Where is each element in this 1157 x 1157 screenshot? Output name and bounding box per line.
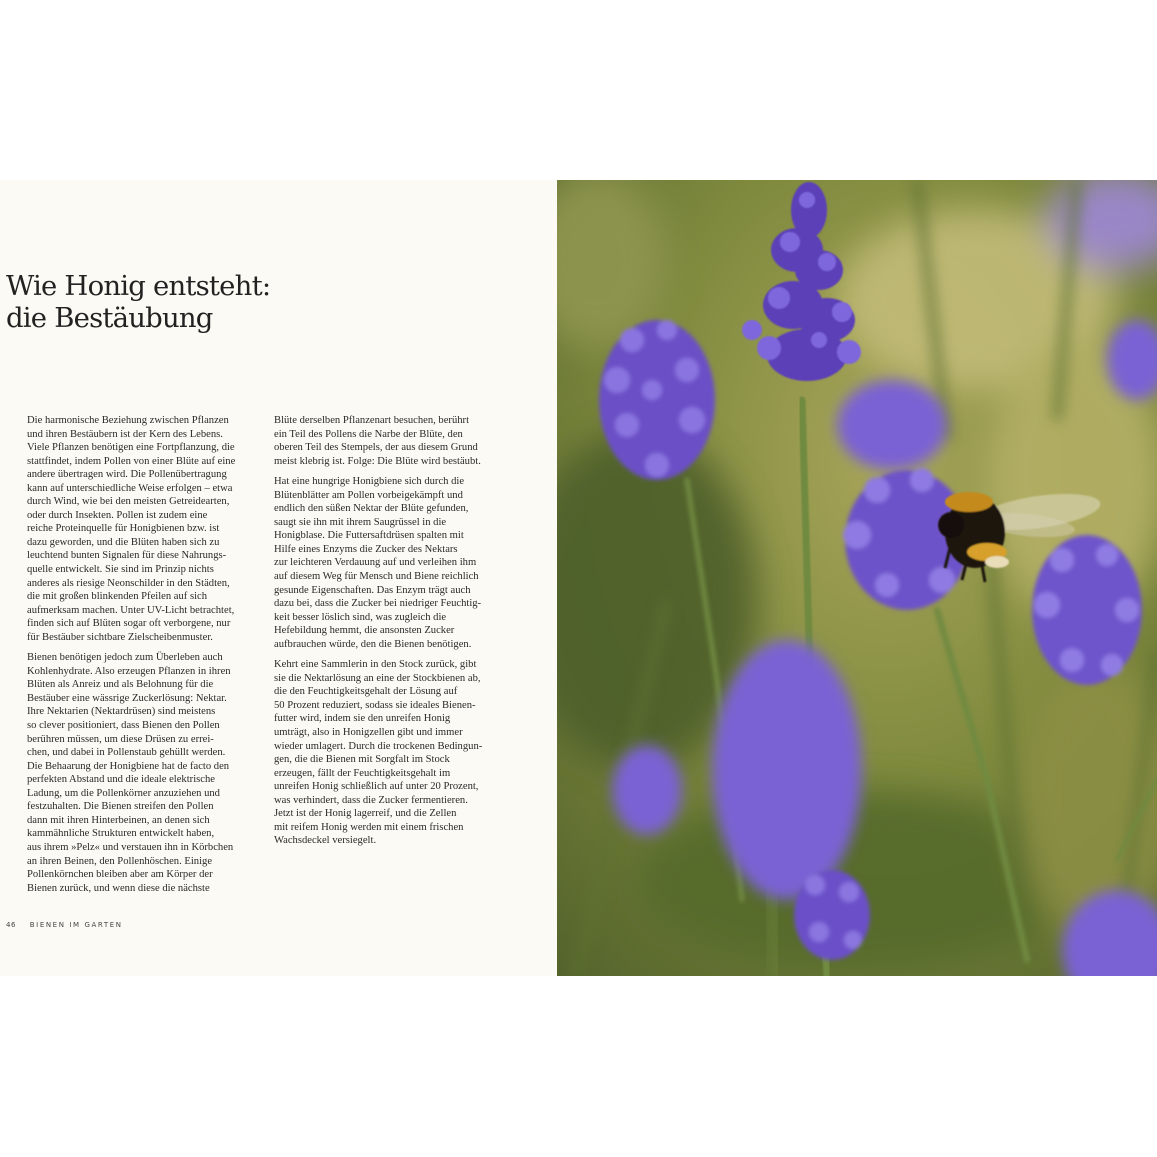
text-line: endlich den süßen Nektar der Blüte gefunden, [274,503,469,515]
text-column-1 [27,414,249,902]
text-line: Blütenblätter am Pollen vorbeigekämpft und [274,489,463,501]
text-line: so clever positioniert, dass Bienen den Pollen [27,720,220,732]
text-line: meist klebrig ist. Folge: Die Blüte wird bestäubt. [274,455,481,467]
text-line: stattfindet, indem Pollen von einer Blüte auf eine [27,455,236,467]
text-line: aufbrauchen würde, den die Bienen benötigen. [274,638,472,650]
text-line: Hat eine hungrige Honigbiene sich durch die [274,476,465,488]
text-line: Hefebildung hemmt, die ansonsten Zucker [274,625,455,637]
text-line: Ihre Nektarien (Nektardrüsen) sind meistens [27,706,216,718]
text-line: dazu bei, dass die Zucker bei niedriger Feuchtig- [274,598,482,610]
text-line: Hilfe eines Enzyms die Zucker des Nektars [274,543,458,555]
paragraph [274,475,500,651]
text-line: was verhindert, dass die Zucker fermentieren. [274,794,468,806]
paragraph [274,658,500,848]
text-line: andere übertragen wird. Die Pollenübertragung [27,469,227,481]
text-line: Pollenkörnchen bleiben aber am Körper der [27,869,213,881]
text-line: dann mit ihren Hinterbeinen, an denen sich [27,814,210,826]
text-line: perfekten Abstand und die ideale elektrische [27,774,215,786]
text-line: Blüten als Anreiz und als Belohnung für die [27,679,214,691]
text-line: Kehrt eine Sammlerin in den Stock zurück, gibt [274,659,477,671]
text-line: saugt sie ihn mit ihrem Saugrüssel in die [274,516,447,528]
text-line: finden sich auf Blüten sogar oft verborgene, nur [27,618,231,630]
text-line: aufmerksam machen. Unter UV-Licht betrachtet, [27,604,235,616]
text-line: die mit großen blinkenden Pfeilen auf sich [27,591,208,603]
text-line: futter wird, indem sie den unreifen Honig [274,713,451,725]
text-line: aus ihrem »Pelz« und verstauen ihn in Körbchen [27,841,234,853]
text-line: kann auf unterschiedliche Weise erfolgen – etwa [27,482,233,494]
text-line: gen, die die Bienen mit Sorgfalt im Stock [274,754,450,766]
text-column-2 [274,414,500,855]
page-headline [6,270,270,334]
text-line: für Bestäuber sichtbare Zielscheibenmuster. [27,631,213,643]
text-line: leuchtend bunten Signalen für diese Nahrungs- [27,550,227,562]
text-line: Ladung, um die Pollenkörner anzuziehen und [27,787,220,799]
text-line: chen, und dabei in Pollenstaub gehüllt werden. [27,747,226,759]
text-line: keit besser löslich sind, was zugleich die [274,611,447,623]
text-line: oder durch Insekten. Pollen ist zudem eine [27,509,208,521]
text-line: wieder umlagert. Durch die trockenen Bedingun- [274,740,483,752]
lavender-bee-photo [557,180,1157,976]
text-line: kammähnliche Strukturen entwickelt haben, [27,828,215,840]
page-footer [6,921,123,929]
text-line: und ihren Bestäubern ist der Kern des Lebens. [27,428,223,440]
headline-line-1: Wie Honig entsteht: [6,270,271,302]
text-line: umträgt, also in Honigzellen gibt und immer [274,727,463,739]
text-line: unreifen Honig schließlich auf unter 20 Prozent, [274,781,479,793]
lavender-bumblebee-illustration [557,180,1157,976]
text-line: Honigblase. Die Futtersaftdrüsen spalten mit [274,530,464,542]
text-line: quelle entwickelt. Sie sind im Prinzip nichts [27,564,214,576]
text-page [0,180,557,976]
text-line: zur leichteren Verdauung auf und verleihen ihm [274,557,477,569]
headline-line-2: die Bestäubung [6,302,213,334]
text-line: Blüte derselben Pflanzenart besuchen, berührt [274,415,470,426]
text-line: Kohlenhydrate. Also erzeugen Pflanzen in ihren [27,665,231,677]
text-line: oberen Teil des Stempels, der aus diesem Grund [274,442,478,454]
text-line: ein Teil des Pollens die Narbe der Blüte, den [274,428,463,440]
text-line: Bestäuber eine wässrige Zuckerlösung: Nektar. [27,692,227,704]
text-line: festzuhalten. Die Bienen streifen den Pollen [27,801,214,813]
text-line: an ihren Beinen, den Pollenhöschen. Einige [27,855,213,867]
text-line: Die harmonische Beziehung zwischen Pflanzen [27,415,229,426]
paragraph [274,414,500,468]
text-line: die den Feuchtigkeitsgehalt der Lösung auf [274,686,458,698]
text-line: Die Behaarung der Honigbiene hat de facto den [27,760,230,772]
text-line: auf diesem Weg für Mensch und Biene reichlich [274,571,479,583]
text-line: mit reifem Honig werden mit einem frischen [274,821,464,833]
book-spread [0,180,1157,976]
text-line: Bienen benötigen jedoch zum Überleben auch [27,652,223,664]
text-line: erzeugen, fällt der Feuchtigkeitsgehalt im [274,767,451,779]
text-line: durch Wind, wie bei den meisten Getreidearten, [27,496,230,508]
paragraph [27,414,249,644]
text-line: Viele Pflanzen benötigen eine Fortpflanzung, die [27,442,235,454]
running-title: BIENEN IM GARTEN [29,921,123,929]
text-line: Bienen zurück, und wenn diese die nächste [27,882,210,894]
text-line: 50 Prozent reduziert, sodass sie ideales Bienen- [274,699,476,711]
paragraph [27,651,249,895]
text-line: dazu geworden, und die Blüten haben sich zu [27,536,220,548]
text-line: gesunde Eigenschaften. Das Enzym trägt auch [274,584,471,596]
text-line: berühren müssen, um diese Drüsen zu errei- [27,733,214,745]
text-line: sie die Nektarlösung an eine der Stockbienen ab, [274,672,481,684]
text-line: Wachsdeckel versiegelt. [274,835,377,847]
text-line: anderes als riesige Neonschilder in den Städten, [27,577,230,589]
text-line: Jetzt ist der Honig lagerreif, und die Zellen [274,808,457,820]
text-line: reiche Proteinquelle für Honigbienen bzw. ist [27,523,220,535]
page-number: 46 [6,921,16,929]
